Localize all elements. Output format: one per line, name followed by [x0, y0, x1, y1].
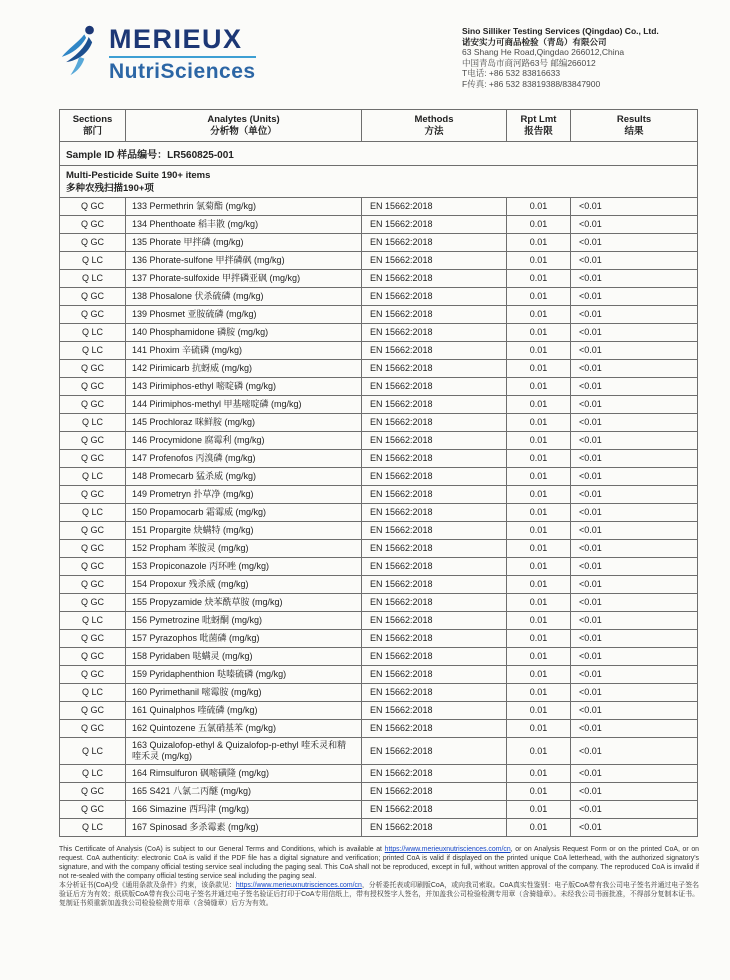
footer-paragraph: [59, 845, 699, 881]
footer-link[interactable]: https://www.merieuxnutrisciences.com/cn: [384, 846, 511, 853]
row-result: <0.01: [571, 396, 698, 414]
analyte-row: [60, 252, 698, 270]
row-result: <0.01: [571, 558, 698, 576]
analyte-row: [60, 234, 698, 252]
row-section: Q GC: [60, 594, 126, 612]
row-analyte: 139 Phosmet 亚胺硫磷 (mg/kg): [126, 306, 362, 324]
footer-paragraph: [59, 881, 699, 908]
analyte-row: [60, 468, 698, 486]
row-method: EN 15662:2018: [362, 306, 507, 324]
row-analyte: 142 Pirimicarb 抗蚜威 (mg/kg): [126, 360, 362, 378]
row-rpt-lmt: 0.01: [507, 738, 571, 765]
brand-subname: NutriSciences: [109, 60, 256, 83]
analyte-row: [60, 450, 698, 468]
row-analyte: 162 Quintozene 五氯硝基苯 (mg/kg): [126, 720, 362, 738]
suite-title-cn: 多种农残扫描190+项: [66, 182, 154, 194]
row-method: EN 15662:2018: [362, 504, 507, 522]
row-section: Q LC: [60, 324, 126, 342]
row-rpt-lmt: 0.01: [507, 252, 571, 270]
row-rpt-lmt: 0.01: [507, 234, 571, 252]
row-section: Q GC: [60, 720, 126, 738]
row-method: EN 15662:2018: [362, 684, 507, 702]
row-rpt-lmt: 0.01: [507, 360, 571, 378]
suite-title-row: [60, 166, 698, 198]
row-section: Q GC: [60, 234, 126, 252]
row-result: <0.01: [571, 288, 698, 306]
row-analyte: 153 Propiconazole 丙环唑 (mg/kg): [126, 558, 362, 576]
row-method: EN 15662:2018: [362, 738, 507, 765]
row-section: Q LC: [60, 612, 126, 630]
row-result: <0.01: [571, 342, 698, 360]
row-result: <0.01: [571, 360, 698, 378]
row-rpt-lmt: 0.01: [507, 414, 571, 432]
row-analyte: 146 Procymidone 腐霉利 (mg/kg): [126, 432, 362, 450]
row-section: Q GC: [60, 378, 126, 396]
row-rpt-lmt: 0.01: [507, 216, 571, 234]
row-analyte: 148 Promecarb 猛杀威 (mg/kg): [126, 468, 362, 486]
row-rpt-lmt: 0.01: [507, 504, 571, 522]
row-analyte: 151 Propargite 炔螨特 (mg/kg): [126, 522, 362, 540]
row-section: Q GC: [60, 432, 126, 450]
col-header-methods-en: Methods: [414, 113, 454, 125]
analyte-row: [60, 342, 698, 360]
row-rpt-lmt: 0.01: [507, 450, 571, 468]
row-method: EN 15662:2018: [362, 198, 507, 216]
col-header-methods-cn: 方法: [424, 125, 444, 137]
row-analyte: 134 Phenthoate 稻丰散 (mg/kg): [126, 216, 362, 234]
row-result: <0.01: [571, 306, 698, 324]
row-rpt-lmt: 0.01: [507, 630, 571, 648]
col-header-sections: [60, 110, 126, 142]
row-section: Q GC: [60, 576, 126, 594]
row-method: EN 15662:2018: [362, 450, 507, 468]
row-analyte: 158 Pyridaben 哒螨灵 (mg/kg): [126, 648, 362, 666]
table-header-row: [60, 110, 698, 142]
row-rpt-lmt: 0.01: [507, 486, 571, 504]
row-method: EN 15662:2018: [362, 522, 507, 540]
analyte-row: [60, 594, 698, 612]
row-rpt-lmt: 0.01: [507, 540, 571, 558]
analyte-row: [60, 306, 698, 324]
row-method: EN 15662:2018: [362, 360, 507, 378]
row-analyte: 159 Pyridaphenthion 哒嗪硫磷 (mg/kg): [126, 666, 362, 684]
analyte-row: [60, 198, 698, 216]
row-analyte: 136 Phorate-sulfone 甲拌磷砜 (mg/kg): [126, 252, 362, 270]
row-rpt-lmt: 0.01: [507, 576, 571, 594]
row-rpt-lmt: 0.01: [507, 801, 571, 819]
row-result: <0.01: [571, 468, 698, 486]
analyte-row: [60, 738, 698, 765]
row-rpt-lmt: 0.01: [507, 396, 571, 414]
row-result: <0.01: [571, 450, 698, 468]
row-section: Q GC: [60, 486, 126, 504]
row-section: Q GC: [60, 360, 126, 378]
row-method: EN 15662:2018: [362, 234, 507, 252]
row-analyte: 135 Phorate 甲拌磷 (mg/kg): [126, 234, 362, 252]
footer-text-segment: 本分析证书(CoA)受《通用条款及条件》约束，该条款见：: [59, 882, 236, 889]
row-rpt-lmt: 0.01: [507, 765, 571, 783]
row-method: EN 15662:2018: [362, 288, 507, 306]
row-analyte: 141 Phoxim 辛硫磷 (mg/kg): [126, 342, 362, 360]
analyte-row: [60, 801, 698, 819]
row-section: Q LC: [60, 765, 126, 783]
coa-results-table: [59, 109, 698, 837]
col-header-results-cn: 结果: [624, 125, 644, 137]
company-info: [462, 24, 700, 89]
row-result: <0.01: [571, 270, 698, 288]
row-method: EN 15662:2018: [362, 468, 507, 486]
row-section: Q GC: [60, 450, 126, 468]
company-address-cn: 中国青岛市商河路63号 邮编266012: [462, 57, 596, 68]
row-result: <0.01: [571, 684, 698, 702]
row-method: EN 15662:2018: [362, 666, 507, 684]
company-name-en: Sino Silliker Testing Services (Qingdao) Co., Ltd.: [462, 26, 659, 36]
row-section: Q GC: [60, 540, 126, 558]
row-rpt-lmt: 0.01: [507, 666, 571, 684]
row-method: EN 15662:2018: [362, 486, 507, 504]
row-method: EN 15662:2018: [362, 720, 507, 738]
analyte-row: [60, 432, 698, 450]
row-rpt-lmt: 0.01: [507, 342, 571, 360]
row-analyte: 149 Prometryn 扑草净 (mg/kg): [126, 486, 362, 504]
analyte-row: [60, 684, 698, 702]
row-result: <0.01: [571, 324, 698, 342]
sample-id-value: Sample ID 样品编号：LR560825-001: [60, 142, 698, 166]
row-section: Q LC: [60, 504, 126, 522]
row-section: Q GC: [60, 666, 126, 684]
row-analyte: 167 Spinosad 多杀霉素 (mg/kg): [126, 819, 362, 837]
row-analyte: 152 Propham 苯胺灵 (mg/kg): [126, 540, 362, 558]
row-method: EN 15662:2018: [362, 783, 507, 801]
row-method: EN 15662:2018: [362, 765, 507, 783]
analyte-row: [60, 414, 698, 432]
row-rpt-lmt: 0.01: [507, 198, 571, 216]
row-section: Q LC: [60, 468, 126, 486]
row-section: Q LC: [60, 819, 126, 837]
analyte-row: [60, 819, 698, 837]
row-method: EN 15662:2018: [362, 648, 507, 666]
row-rpt-lmt: 0.01: [507, 468, 571, 486]
row-method: EN 15662:2018: [362, 324, 507, 342]
company-name-cn: 诺安实力可商品检验（青岛）有限公司: [462, 36, 607, 47]
footer-text-segment: , or on Analysis Request Form or on the printed CoA, or on request. CoA authenticity: electronic CoA is valid if the PDF file has a digital signature and verification; printed CoA is valid if displayed on the printed unique CoA letterhead, with the authorized signatory's signature, and with the company official testing service seal including the paging seal. This CoA shall not be reproduced, except in full, without written approval of the company. The reproduced CoA is invalid if not re-sealed with the company official testing service seal including the paging seal.: [59, 846, 699, 880]
col-header-results: [571, 110, 698, 142]
row-analyte: 133 Permethrin 氯菊酯 (mg/kg): [126, 198, 362, 216]
row-rpt-lmt: 0.01: [507, 522, 571, 540]
row-analyte: 140 Phosphamidone 磷胺 (mg/kg): [126, 324, 362, 342]
row-result: <0.01: [571, 594, 698, 612]
row-analyte: 144 Pirimiphos-methyl 甲基嘧啶磷 (mg/kg): [126, 396, 362, 414]
row-analyte: 164 Rimsulfuron 砜嘧磺隆 (mg/kg): [126, 765, 362, 783]
col-header-methods: [362, 110, 507, 142]
row-section: Q GC: [60, 288, 126, 306]
footer-text-segment: This Certificate of Analysis (CoA) is subject to our General Terms and Conditions, which is available at: [59, 846, 385, 853]
results-tbody: [60, 142, 698, 837]
row-rpt-lmt: 0.01: [507, 270, 571, 288]
company-address-en: 63 Shang He Road,Qingdao 266012,China: [462, 47, 625, 57]
row-result: <0.01: [571, 720, 698, 738]
col-header-analytes-cn: 分析物（单位）: [210, 125, 277, 137]
row-result: <0.01: [571, 702, 698, 720]
footer-text-segment: ，分析委托表或印刷版CoA，或向我司索取。CoA真实性鉴别：电子版CoA带有我公司电子签名并通过电子签名验证后方为有效；纸质版CoA带有我公司电子签名并通过电子签名验证后打印于CoA专用信纸上，带有授权签字人签名，并加盖我公司检验检测专用章（含骑缝章）。未经我公司书面批准，不得部分复制本证书。复制证书须重新加盖我公司检验检测专用章（含骑缝章）后方为有效。: [59, 882, 699, 907]
row-rpt-lmt: 0.01: [507, 432, 571, 450]
row-method: EN 15662:2018: [362, 702, 507, 720]
row-method: EN 15662:2018: [362, 252, 507, 270]
analyte-row: [60, 612, 698, 630]
analyte-row: [60, 720, 698, 738]
row-section: Q GC: [60, 801, 126, 819]
row-method: EN 15662:2018: [362, 801, 507, 819]
analyte-row: [60, 288, 698, 306]
row-result: <0.01: [571, 378, 698, 396]
row-result: <0.01: [571, 630, 698, 648]
row-rpt-lmt: 0.01: [507, 288, 571, 306]
row-rpt-lmt: 0.01: [507, 378, 571, 396]
row-result: <0.01: [571, 540, 698, 558]
analyte-row: [60, 540, 698, 558]
row-rpt-lmt: 0.01: [507, 648, 571, 666]
row-result: <0.01: [571, 234, 698, 252]
row-method: EN 15662:2018: [362, 612, 507, 630]
row-method: EN 15662:2018: [362, 594, 507, 612]
col-header-analytes: [126, 110, 362, 142]
col-header-sections-en: Sections: [72, 113, 113, 125]
row-section: Q GC: [60, 630, 126, 648]
row-result: <0.01: [571, 801, 698, 819]
row-rpt-lmt: 0.01: [507, 720, 571, 738]
row-method: EN 15662:2018: [362, 576, 507, 594]
row-analyte: 166 Simazine 西玛津 (mg/kg): [126, 801, 362, 819]
row-result: <0.01: [571, 414, 698, 432]
row-method: EN 15662:2018: [362, 270, 507, 288]
analyte-row: [60, 702, 698, 720]
col-header-rpt-cn: 报告限: [524, 125, 553, 137]
analyte-row: [60, 522, 698, 540]
row-analyte: 145 Prochloraz 咪鲜胺 (mg/kg): [126, 414, 362, 432]
row-analyte: 154 Propoxur 残杀威 (mg/kg): [126, 576, 362, 594]
row-section: Q LC: [60, 738, 126, 765]
analyte-row: [60, 504, 698, 522]
sample-id-row: [60, 142, 698, 166]
row-result: <0.01: [571, 252, 698, 270]
row-analyte: 143 Pirimiphos-ethyl 嘧啶磷 (mg/kg): [126, 378, 362, 396]
analyte-row: [60, 630, 698, 648]
row-result: <0.01: [571, 504, 698, 522]
row-section: Q LC: [60, 270, 126, 288]
row-method: EN 15662:2018: [362, 342, 507, 360]
merieux-logo: [58, 24, 256, 84]
analyte-row: [60, 576, 698, 594]
row-rpt-lmt: 0.01: [507, 819, 571, 837]
col-header-analytes-en: Analytes (Units): [207, 113, 280, 125]
row-rpt-lmt: 0.01: [507, 702, 571, 720]
analyte-row: [60, 378, 698, 396]
row-result: <0.01: [571, 765, 698, 783]
row-result: <0.01: [571, 666, 698, 684]
analyte-row: [60, 765, 698, 783]
row-method: EN 15662:2018: [362, 558, 507, 576]
brand-name: MERIEUX: [109, 24, 243, 54]
row-analyte: 157 Pyrazophos 吡菌磷 (mg/kg): [126, 630, 362, 648]
analyte-row: [60, 360, 698, 378]
row-section: Q GC: [60, 198, 126, 216]
col-header-sections-cn: 部门: [82, 125, 102, 137]
row-result: <0.01: [571, 648, 698, 666]
row-section: Q GC: [60, 702, 126, 720]
row-section: Q GC: [60, 306, 126, 324]
col-header-rpt-lmt: [507, 110, 571, 142]
row-result: <0.01: [571, 783, 698, 801]
header: [0, 0, 730, 89]
row-analyte: 138 Phosalone 伏杀硫磷 (mg/kg): [126, 288, 362, 306]
footer-text: [59, 845, 699, 908]
logo-divider: [109, 56, 256, 58]
row-analyte: 156 Pymetrozine 吡蚜酮 (mg/kg): [126, 612, 362, 630]
analyte-row: [60, 216, 698, 234]
row-method: EN 15662:2018: [362, 819, 507, 837]
row-rpt-lmt: 0.01: [507, 612, 571, 630]
row-analyte: 147 Profenofos 丙溴磷 (mg/kg): [126, 450, 362, 468]
row-section: Q GC: [60, 648, 126, 666]
row-method: EN 15662:2018: [362, 540, 507, 558]
row-section: Q LC: [60, 684, 126, 702]
row-rpt-lmt: 0.01: [507, 783, 571, 801]
company-fax: F传真: +86 532 83819388/83847900: [462, 78, 601, 89]
company-tel: T电话: +86 532 83816633: [462, 68, 561, 78]
row-rpt-lmt: 0.01: [507, 594, 571, 612]
row-result: <0.01: [571, 198, 698, 216]
row-method: EN 15662:2018: [362, 396, 507, 414]
row-method: EN 15662:2018: [362, 216, 507, 234]
row-result: <0.01: [571, 216, 698, 234]
row-analyte: 160 Pyrimethanil 嘧霉胺 (mg/kg): [126, 684, 362, 702]
logo-text: [109, 24, 256, 84]
analyte-row: [60, 783, 698, 801]
row-method: EN 15662:2018: [362, 414, 507, 432]
analyte-row: [60, 324, 698, 342]
row-analyte: 163 Quizalofop-ethyl & Quizalofop-p-ethyl 喹禾灵和精喹禾灵 (mg/kg): [126, 738, 362, 765]
row-result: <0.01: [571, 738, 698, 765]
suite-title-cell: [60, 166, 698, 198]
row-result: <0.01: [571, 576, 698, 594]
row-result: <0.01: [571, 486, 698, 504]
col-header-results-en: Results: [616, 113, 652, 125]
col-header-rpt-en: Rpt Lmt: [520, 113, 557, 125]
row-method: EN 15662:2018: [362, 630, 507, 648]
row-section: Q LC: [60, 252, 126, 270]
merieux-bird-icon: [58, 24, 102, 76]
row-analyte: 150 Propamocarb 霜霉威 (mg/kg): [126, 504, 362, 522]
analyte-row: [60, 558, 698, 576]
analyte-row: [60, 648, 698, 666]
row-rpt-lmt: 0.01: [507, 558, 571, 576]
row-result: <0.01: [571, 522, 698, 540]
row-section: Q GC: [60, 216, 126, 234]
row-method: EN 15662:2018: [362, 432, 507, 450]
row-result: <0.01: [571, 432, 698, 450]
row-section: Q LC: [60, 414, 126, 432]
analyte-row: [60, 666, 698, 684]
row-analyte: 161 Quinalphos 喹硫磷 (mg/kg): [126, 702, 362, 720]
row-result: <0.01: [571, 819, 698, 837]
row-rpt-lmt: 0.01: [507, 324, 571, 342]
row-analyte: 165 S421 八氯二丙醚 (mg/kg): [126, 783, 362, 801]
analyte-row: [60, 270, 698, 288]
row-analyte: 155 Propyzamide 炔苯酰草胺 (mg/kg): [126, 594, 362, 612]
row-rpt-lmt: 0.01: [507, 684, 571, 702]
row-section: Q GC: [60, 396, 126, 414]
row-method: EN 15662:2018: [362, 378, 507, 396]
row-analyte: 137 Phorate-sulfoxide 甲拌磷亚砜 (mg/kg): [126, 270, 362, 288]
row-result: <0.01: [571, 612, 698, 630]
analyte-row: [60, 396, 698, 414]
row-rpt-lmt: 0.01: [507, 306, 571, 324]
row-section: Q GC: [60, 783, 126, 801]
analyte-row: [60, 486, 698, 504]
row-section: Q GC: [60, 522, 126, 540]
suite-title-en: Multi-Pesticide Suite 190+ items: [66, 169, 211, 181]
row-section: Q LC: [60, 342, 126, 360]
footer-link[interactable]: https://www.merieuxnutrisciences.com/cn: [235, 882, 362, 889]
row-section: Q GC: [60, 558, 126, 576]
